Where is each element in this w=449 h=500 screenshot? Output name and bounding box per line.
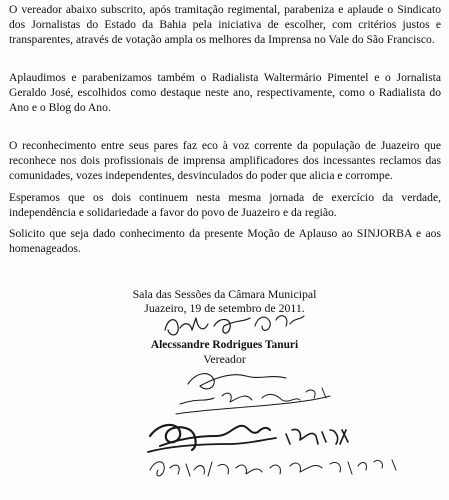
signer-role: Vereador [203, 352, 246, 366]
signature-2 [176, 374, 330, 414]
paragraph-1: O vereador abaixo subscrito, após tramitação regimental, parabeniza e aplaude o Sindicato dos Jornalistas do Estado da Bahia pela iniciativa de escolher, com critérios justos e transparentes, através de votação ampla os melhores da Imprensa no Vale do São Francisco. [9, 3, 441, 47]
signer-name: Alecssandre Rodrigues Tanuri [150, 339, 299, 351]
signature-4 [150, 460, 396, 476]
paragraph-3: O reconhecimento entre seus pares faz eco à voz corrente da população de Juazeiro que reconhece nos dois profissionais de imprensa amplificadores dos incessantes reclamos das comunidades, vozes independentes, desvinculados do poder que alicia e corrompe. [9, 139, 441, 183]
paragraph-5: Solicito que seja dado conhecimento da presente Moção de Aplauso ao SINJORBA e aos homenageados. [9, 227, 441, 256]
paragraph-2: Aplaudimos e parabenizamos também o Radialista Waltermário Pimentel e o Jornalista Geraldo José, escolhidos como destaque neste ano, respectivamente, como o Radialista do Ano e o Blog do Ano. [9, 71, 441, 115]
session-date: Juazeiro, 19 de setembro de 2011. [144, 301, 305, 315]
session-place: Sala das Sessões da Câmara Municipal [132, 287, 317, 301]
vereador-signature [165, 316, 304, 335]
signature-3 [148, 425, 348, 452]
paragraph-4: Esperamos que os dois continuem nesta mesma jornada de exercício da verdade, independência e solidariedade a favor do povo de Juazeiro e da região. [9, 191, 441, 220]
